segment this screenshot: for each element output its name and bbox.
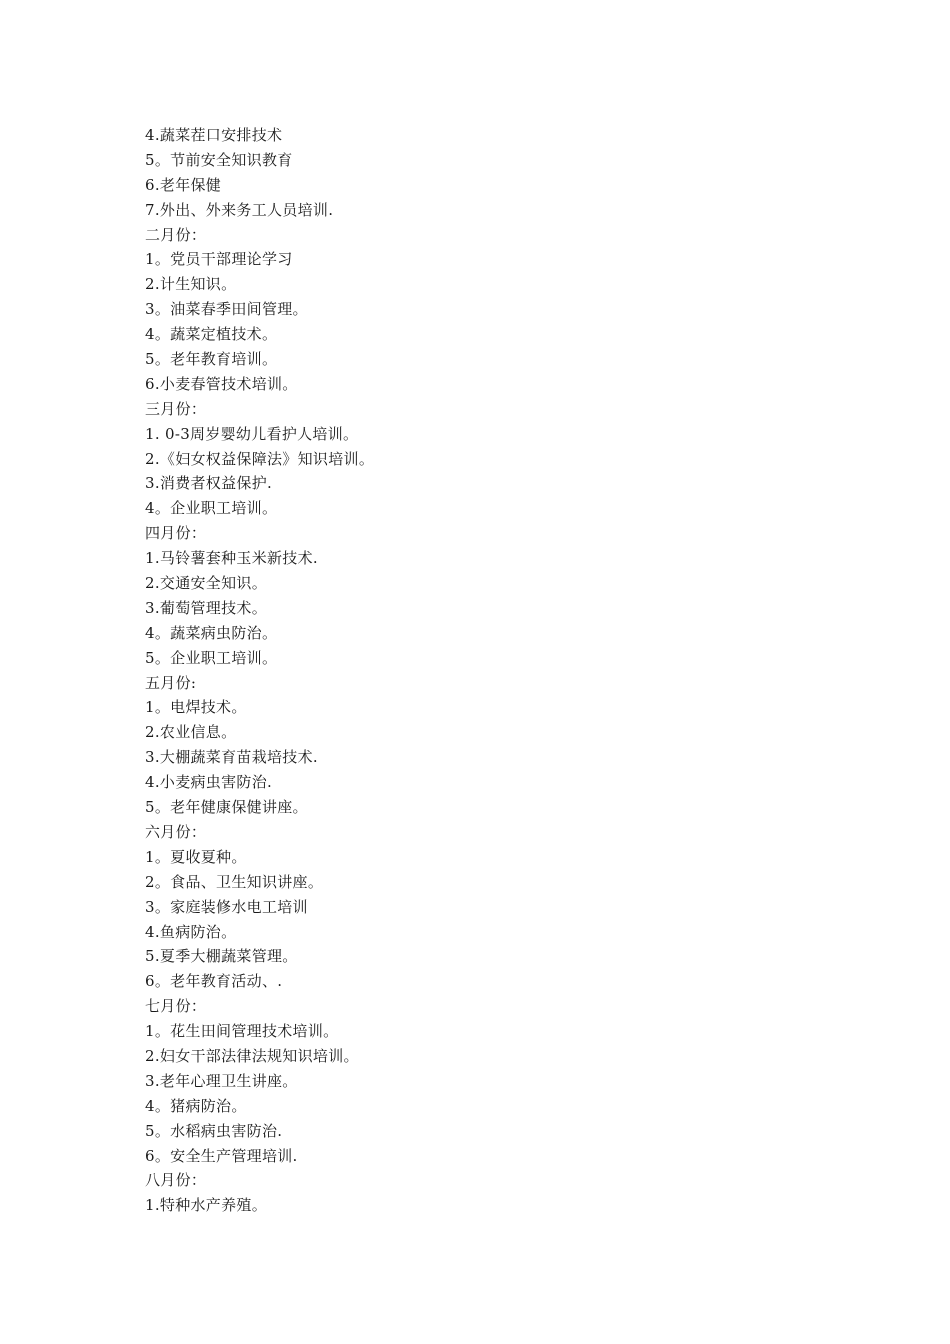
text-line: 4.鱼病防治。: [145, 922, 237, 941]
text-line: 5.夏季大棚蔬菜管理。: [145, 947, 298, 966]
text-line: 2.计生知识。: [145, 275, 237, 294]
text-line: 4。企业职工培训。: [145, 499, 278, 518]
text-line: 6.小麦春管技术培训。: [145, 374, 298, 393]
text-line: 3.大棚蔬菜育苗栽培技术.: [145, 748, 318, 767]
text-line: 4。猪病防治。: [145, 1096, 247, 1115]
month-heading: 六月份：: [145, 822, 207, 841]
text-line: 7.外出、外来务工人员培训.: [145, 200, 334, 219]
text-line: 2。食品、卫生知识讲座。: [145, 872, 324, 891]
text-line: 4。蔬菜定植技术。: [145, 325, 278, 344]
month-heading: 五月份:: [145, 673, 197, 692]
text-line: 2.妇女干部法律法规知识培训。: [145, 1046, 359, 1065]
text-line: 4。蔬菜病虫防治。: [145, 623, 278, 642]
month-heading: 三月份：: [145, 399, 207, 418]
text-line: 1。夏收夏种。: [145, 847, 247, 866]
text-line: 4.蔬菜茬口安排技术: [145, 126, 283, 144]
text-line: 2.《妇女权益保障法》知识培训。: [145, 449, 375, 468]
text-line: 1.马铃薯套种玉米新技术.: [145, 549, 318, 568]
text-line: 4.小麦病虫害防治.: [145, 773, 273, 792]
text-line: 5。老年健康保健讲座。: [145, 798, 308, 817]
text-line: 5。节前安全知识教育: [145, 150, 293, 169]
text-line: 1. 0-3周岁婴幼儿看护人培训。: [145, 424, 359, 443]
text-line: 5。老年教育培训。: [145, 350, 278, 369]
text-line: 1.特种水产养殖。: [145, 1196, 268, 1215]
text-line: 1。电焊技术。: [145, 698, 247, 717]
document-body: [145, 123, 845, 1218]
text-line: 6。老年教育活动、.: [145, 972, 283, 991]
text-line: 2.农业信息。: [145, 723, 237, 742]
month-heading: 二月份：: [145, 225, 207, 244]
text-line: 5。水稻病虫害防治.: [145, 1121, 283, 1140]
text-line: 3.葡萄管理技术。: [145, 598, 268, 617]
text-line: 2.交通安全知识。: [145, 574, 268, 593]
text-line: 5。企业职工培训。: [145, 648, 278, 667]
text-line: 3.老年心理卫生讲座。: [145, 1071, 298, 1090]
text-line: 1。党员干部理论学习: [145, 250, 293, 269]
text-line: 6.老年保健: [145, 175, 222, 194]
text-line: 6。安全生产管理培训.: [145, 1146, 298, 1165]
text-line: 1。花生田间管理技术培训。: [145, 1022, 339, 1041]
month-heading: 八月份：: [145, 1171, 207, 1190]
text-line: 3。家庭装修水电工培训: [145, 897, 308, 916]
month-heading: 七月份：: [145, 997, 207, 1016]
month-heading: 四月份：: [145, 524, 207, 543]
text-line: 3.消费者权益保护.: [145, 474, 273, 493]
text-line: 3。油菜春季田间管理。: [145, 300, 308, 319]
